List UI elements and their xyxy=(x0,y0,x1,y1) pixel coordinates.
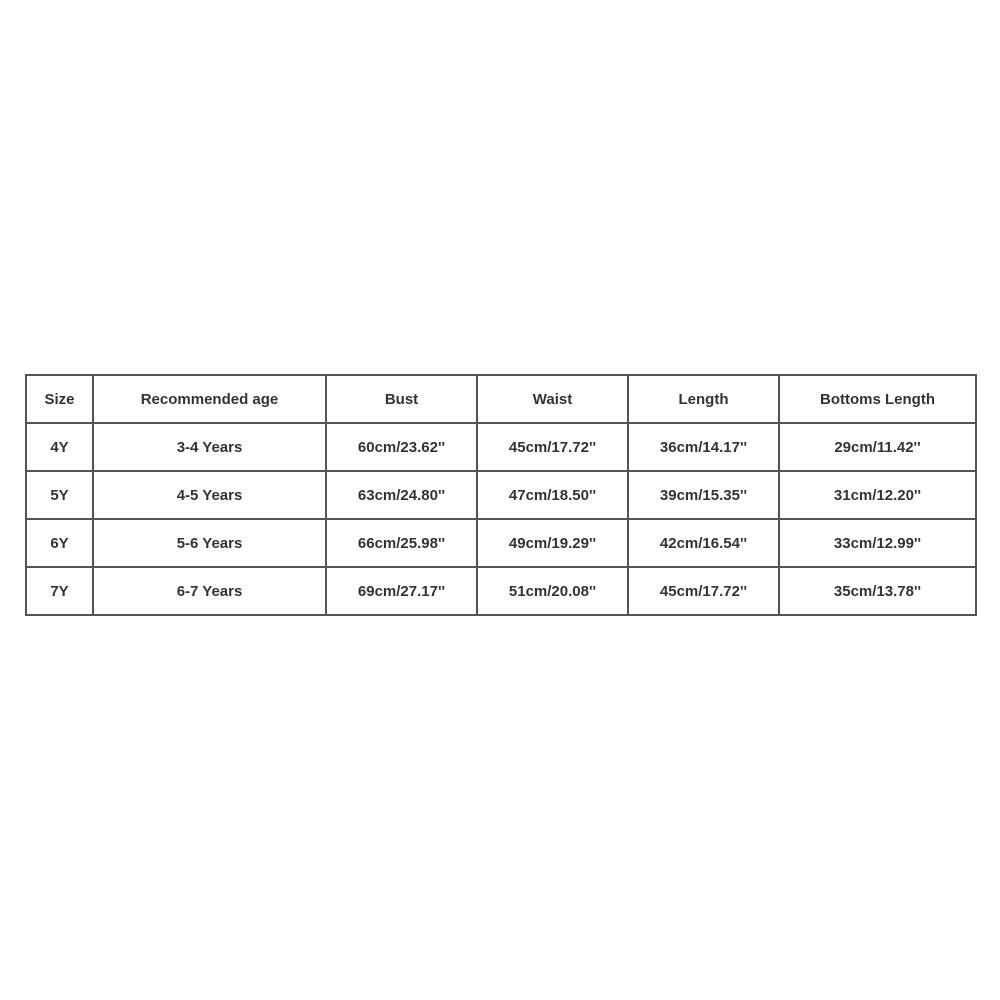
cell-length: 36cm/14.17'' xyxy=(628,423,779,471)
cell-recommended-age: 6-7 Years xyxy=(93,567,326,615)
header-bust: Bust xyxy=(326,375,477,423)
table-body xyxy=(26,423,976,615)
header-waist: Waist xyxy=(477,375,628,423)
cell-bottoms-length: 31cm/12.20'' xyxy=(779,471,976,519)
header-row xyxy=(26,375,976,423)
cell-waist: 51cm/20.08'' xyxy=(477,567,628,615)
table-row xyxy=(26,519,976,567)
table-row xyxy=(26,423,976,471)
cell-length: 45cm/17.72'' xyxy=(628,567,779,615)
cell-recommended-age: 3-4 Years xyxy=(93,423,326,471)
cell-length: 42cm/16.54'' xyxy=(628,519,779,567)
cell-bottoms-length: 35cm/13.78'' xyxy=(779,567,976,615)
header-size: Size xyxy=(26,375,93,423)
cell-bottoms-length: 33cm/12.99'' xyxy=(779,519,976,567)
size-chart-table xyxy=(25,374,977,616)
cell-size: 5Y xyxy=(26,471,93,519)
cell-bottoms-length: 29cm/11.42'' xyxy=(779,423,976,471)
cell-bust: 69cm/27.17'' xyxy=(326,567,477,615)
cell-size: 4Y xyxy=(26,423,93,471)
table-row xyxy=(26,567,976,615)
cell-size: 6Y xyxy=(26,519,93,567)
header-recommended-age: Recommended age xyxy=(93,375,326,423)
cell-bust: 66cm/25.98'' xyxy=(326,519,477,567)
cell-waist: 47cm/18.50'' xyxy=(477,471,628,519)
header-length: Length xyxy=(628,375,779,423)
table-row xyxy=(26,471,976,519)
table-header xyxy=(26,375,976,423)
cell-length: 39cm/15.35'' xyxy=(628,471,779,519)
cell-size: 7Y xyxy=(26,567,93,615)
cell-waist: 45cm/17.72'' xyxy=(477,423,628,471)
header-bottoms-length: Bottoms Length xyxy=(779,375,976,423)
cell-bust: 60cm/23.62'' xyxy=(326,423,477,471)
cell-bust: 63cm/24.80'' xyxy=(326,471,477,519)
cell-recommended-age: 5-6 Years xyxy=(93,519,326,567)
cell-recommended-age: 4-5 Years xyxy=(93,471,326,519)
cell-waist: 49cm/19.29'' xyxy=(477,519,628,567)
